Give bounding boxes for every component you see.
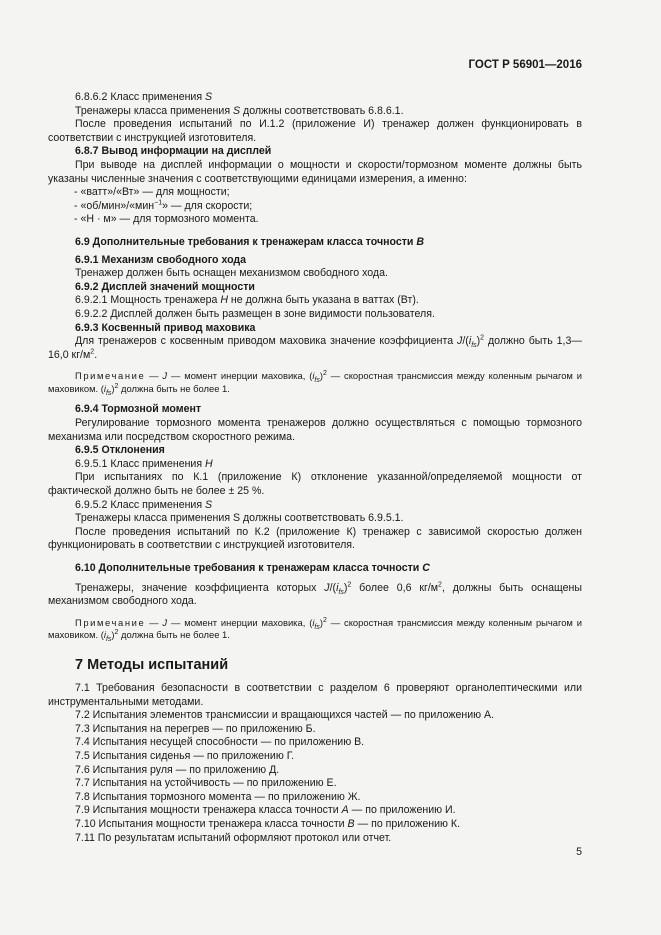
clause-7-4: 7.4 Испытания несущей способности — по приложению В.: [75, 736, 365, 749]
clause-6-9-4-title: 6.9.4 Тормозной момент: [75, 403, 202, 416]
clause-7-10: 7.10 Испытания мощности тренажера класса точности B — по приложению К.: [75, 817, 461, 830]
clause-6-9-5-2-text: Тренажеры класса применения S должны соответствовать 6.9.5.1.: [75, 512, 404, 525]
clause-6-9-3-text: Для тренажеров с косвенным приводом маховика значение коэффициента $J/(i_{fs})^2$ должно быть 1,3—16,0 $кг/м^2$.: [48, 334, 582, 361]
page-body: [48, 91, 582, 845]
clause-6-9-1-text: Тренажер должен быть оснащен механизмом свободного хода.: [75, 267, 388, 280]
clause-7-9: 7.9 Испытания мощности тренажера класса точности A — по приложению И.: [75, 804, 456, 817]
clause-6-9-5-title: 6.9.5 Отклонения: [75, 444, 165, 457]
document-header: ГОСТ Р 56901—2016: [468, 59, 582, 71]
clause-6-9-title: 6.9 Дополнительные требования к тренажерам класса точности B: [75, 235, 425, 248]
clause-6-9-2-2-text: 6.9.2.2 Дисплей должен быть размещен в зоне видимости пользователя.: [75, 307, 435, 320]
clause-6-9-5-2-text-2: После проведения испытаний по К.2 (приложение К) тренажер с зависимой скоростью должен функционировать в соответствии с инструкцией изготовителя.: [48, 525, 582, 552]
clause-6-8-7-title: 6.8.7 Вывод информации на дисплей: [75, 145, 272, 158]
section-7-title: 7 Методы испытаний: [75, 656, 229, 673]
clause-6-10-text: Тренажеры, значение коэффициента которых $J/(i_{fs})^2$ более 0,6 $кг/м^2$, должны быть оснащены механизмом свободного хода.: [48, 581, 582, 608]
clause-7-7: 7.7 Испытания на устойчивость — по приложению Е.: [75, 777, 337, 790]
clause-6-9-5-2-title: 6.9.5.2 Класс применения S: [75, 498, 213, 511]
clause-7-6: 7.6 Испытания руля — по приложению Д.: [75, 763, 280, 776]
clause-6-9-5-1-title: 6.9.5.1 Класс применения H: [75, 457, 213, 470]
list-item-watt: - «ватт»/«Вт» — для мощности;: [74, 186, 230, 199]
page-number: 5: [576, 846, 582, 858]
clause-7-2: 7.2 Испытания элементов трансмиссии и вращающихся частей — по приложению А.: [75, 709, 495, 722]
clause-6-9-1-title: 6.9.1 Механизм свободного хода: [75, 253, 247, 266]
clause-6-8-7-text: При выводе на дисплей информации о мощности и скорости/тормозном моменте должны быть указаны численные значения с соответствующими единицами измерения, а именно:: [48, 158, 582, 185]
list-item-rpm: - «об/мин»/«мин$^{-1}$» — для скорости;: [74, 199, 253, 212]
clause-7-1: 7.1 Требования безопасности в соответствии с разделом 6 проверяют органолептическими или инструментальными методами.: [48, 681, 582, 708]
clause-6-9-2-title: 6.9.2 Дисплей значений мощности: [75, 280, 255, 293]
clause-6-8-6-2-text-2: После проведения испытаний по И.1.2 (приложение И) тренажер должен функционировать в соответствии с инструкцией изготовителя.: [48, 118, 582, 144]
clause-6-8-6-2-title: 6.8.6.2 Класс применения S: [75, 91, 213, 103]
clause-6-9-2-1-text: 6.9.2.1 Мощность тренажера H не должна быть указана в ваттах (Вт).: [75, 294, 419, 307]
clause-6-8-6-2-text: Тренажеры класса применения S должны соответствовать 6.8.6.1.: [75, 104, 404, 117]
list-item-torque: - «Н · м» — для тормозного момента.: [74, 213, 259, 226]
note-6-9-3: Примечание — J — момент инерции маховика, $(i_{fs})^2$ — скоростная трансмиссия между коленным рычагом и маховиком. $(i_{fs})^2$ должна быть не более 1.: [48, 370, 582, 397]
clause-7-11: 7.11 По результатам испытаний оформляют протокол или отчет.: [75, 831, 392, 844]
note-6-10: Примечание — J — момент инерции маховика, $(i_{fs})^2$ — скоростная трансмиссия между коленным рычагом и маховиком. $(i_{fs})^2$ должна быть не более 1.: [48, 616, 582, 644]
clause-6-9-3-title: 6.9.3 Косвенный привод маховика: [75, 321, 256, 334]
clause-7-5: 7.5 Испытания сиденья — по приложению Г.: [75, 749, 295, 762]
clause-7-8: 7.8 Испытания тормозного момента — по приложению Ж.: [75, 790, 361, 803]
clause-6-10-title: 6.10 Дополнительные требования к тренажерам класса точности C: [75, 562, 430, 574]
clause-6-9-4-text: Регулирование тормозного момента тренажеров должно осуществляться с помощью тормозного механизма или посредством скоростного режима.: [48, 417, 582, 443]
clause-6-9-5-1-text: При испытаниях по К.1 (приложение К) отклонение указанной/определяемой мощности от фактической должно быть не более ± 25 %.: [48, 471, 582, 498]
clause-7-3: 7.3 Испытания на перегрев — по приложению Б.: [75, 722, 316, 735]
